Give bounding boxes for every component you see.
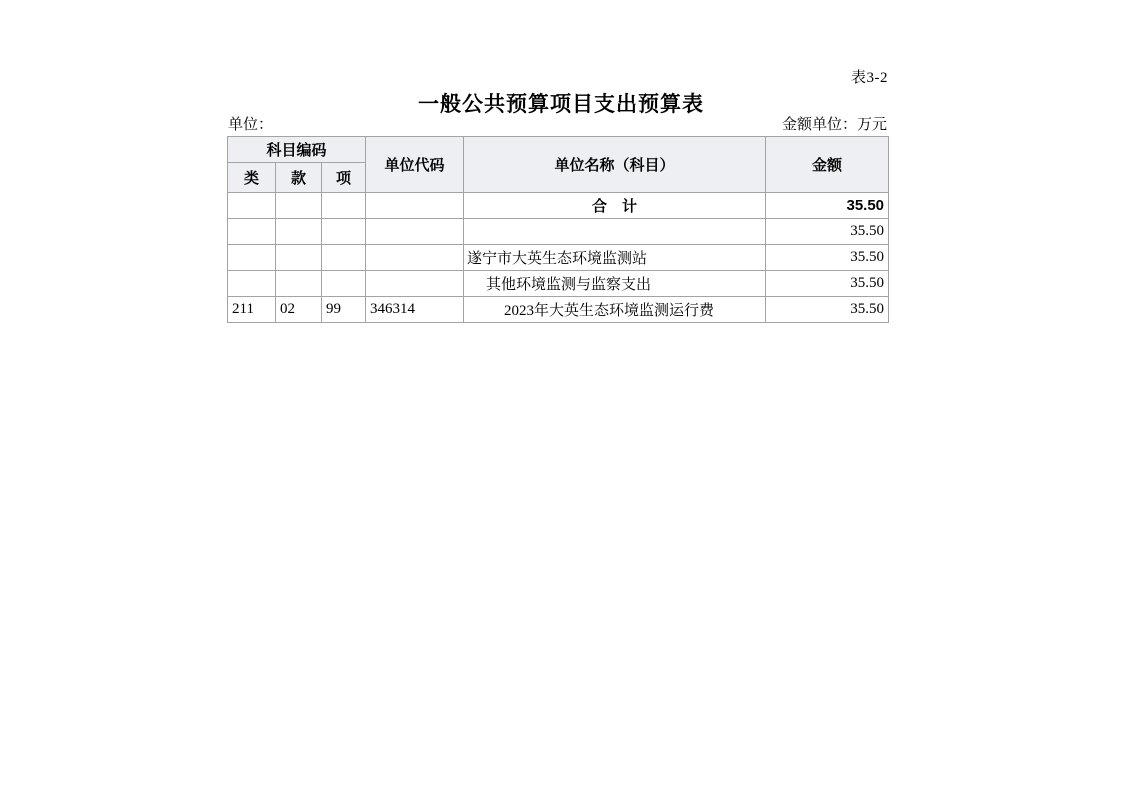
cell-class: 211 <box>228 297 276 323</box>
unit-label: 单位： <box>228 117 274 133</box>
table-row <box>228 271 889 297</box>
table-number-label: 表3-2 <box>851 70 888 86</box>
cell-unit-code <box>366 193 464 219</box>
cell-name: 2023年大英生态环境监测运行费 <box>464 297 766 323</box>
cell-name: 遂宁市大英生态环境监测站 <box>464 245 766 271</box>
budget-table-body <box>228 193 889 323</box>
cell-class <box>228 271 276 297</box>
cell-item <box>322 271 366 297</box>
header-amount: 金额 <box>766 137 889 193</box>
cell-class <box>228 219 276 245</box>
cell-amount-total: 35.50 <box>766 193 889 219</box>
cell-name: 其他环境监测与监察支出 <box>464 271 766 297</box>
header-unit-code: 单位代码 <box>366 137 464 193</box>
header-unit-name: 单位名称（科目） <box>464 137 766 193</box>
cell-amount: 35.50 <box>766 245 889 271</box>
header-item: 项 <box>322 163 366 193</box>
cell-name <box>464 219 766 245</box>
cell-unit-code <box>366 245 464 271</box>
cell-class <box>228 245 276 271</box>
table-meta-row <box>228 113 887 134</box>
budget-table <box>227 136 889 323</box>
cell-class <box>228 193 276 219</box>
cell-section: 02 <box>276 297 322 323</box>
cell-unit-code <box>366 219 464 245</box>
table-row <box>228 297 889 323</box>
table-row <box>228 245 889 271</box>
cell-item <box>322 245 366 271</box>
cell-amount: 35.50 <box>766 297 889 323</box>
budget-table-header <box>228 137 889 193</box>
cell-item: 99 <box>322 297 366 323</box>
header-subject-code-group: 科目编码 <box>228 137 366 163</box>
page-title: 一般公共预算项目支出预算表 <box>418 93 704 116</box>
cell-name-total: 合 计 <box>464 193 766 219</box>
cell-item <box>322 219 366 245</box>
cell-section <box>276 193 322 219</box>
cell-amount: 35.50 <box>766 219 889 245</box>
cell-section <box>276 219 322 245</box>
cell-section <box>276 245 322 271</box>
cell-item <box>322 193 366 219</box>
cell-unit-code: 346314 <box>366 297 464 323</box>
cell-amount: 35.50 <box>766 271 889 297</box>
header-class: 类 <box>228 163 276 193</box>
table-row-total <box>228 193 889 219</box>
cell-section <box>276 271 322 297</box>
table-row <box>228 219 889 245</box>
amount-unit-label: 金额单位：万元 <box>781 117 887 133</box>
header-section: 款 <box>276 163 322 193</box>
cell-unit-code <box>366 271 464 297</box>
